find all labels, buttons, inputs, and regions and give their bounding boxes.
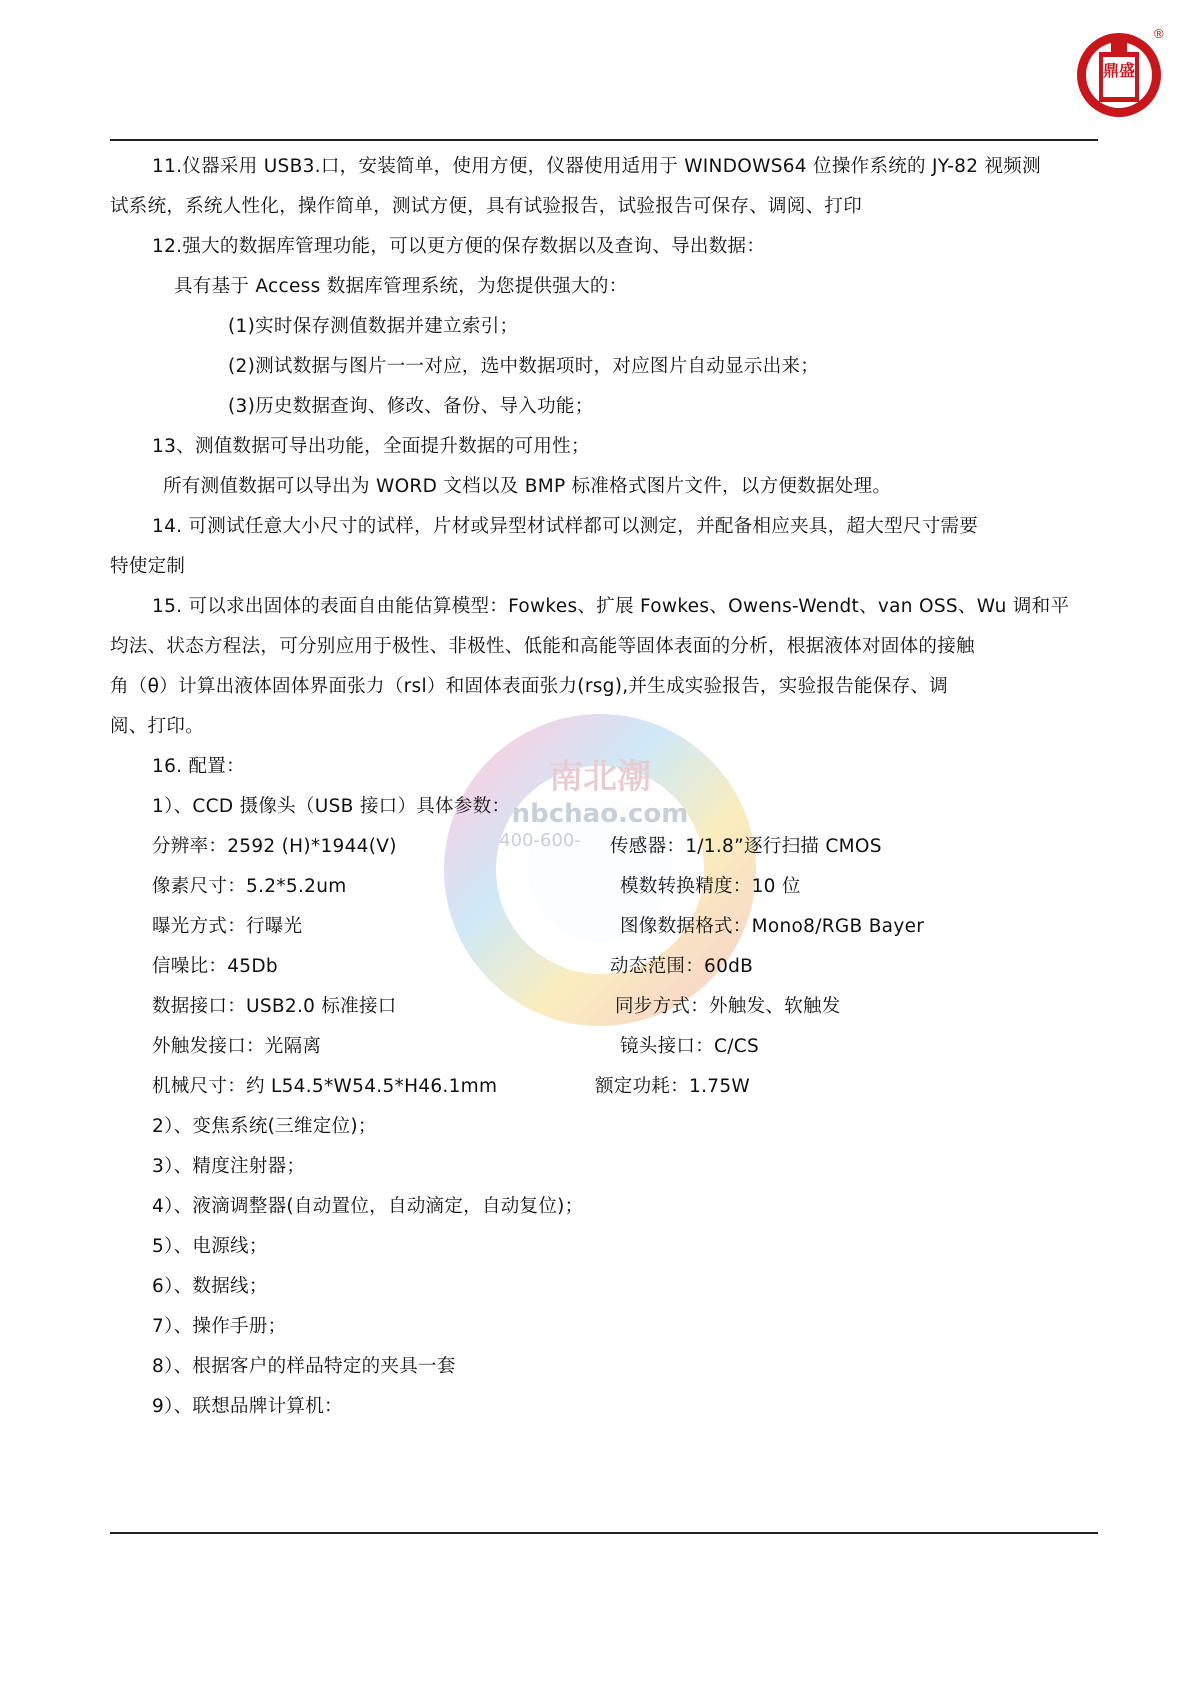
paragraph-15-line1: 15. 可以求出固体的表面自由能估算模型：Fowkes、扩展 Fowkes、Owens-Wendt、van OSS、Wu 调和平 [152,596,1070,617]
watermark-site: nbchao.com [511,799,689,829]
spec-dimensions: 机械尺寸：约 L54.5*W54.5*H46.1mm [152,1076,498,1097]
company-logo [1074,30,1164,120]
paragraph-12: 12.强大的数据库管理功能，可以更方便的保存数据以及查询、导出数据： [152,236,766,257]
spec-power: 额定功耗：1.75W [595,1076,750,1097]
paragraph-12-item2: (2)测试数据与图片一一对应，选中数据项时，对应图片自动显示出来； [228,356,820,377]
spec-trigger-interface: 外触发接口：光隔离 [152,1036,322,1057]
paragraph-15-line4: 阅、打印。 [110,716,205,737]
paragraph-15-line2: 均法、状态方程法，可分别应用于极性、非极性、低能和高能等固体表面的分析，根据液体对固体的接触 [110,636,975,657]
spec-data-interface: 数据接口：USB2.0 标准接口 [152,996,397,1017]
spec-snr: 信噪比：45Db [152,956,278,977]
logo-text-top: 鼎盛 [1102,61,1136,80]
config-item-3: 3）、精度注射器； [152,1156,306,1177]
paragraph-14-line1: 14. 可测试任意大小尺寸的试样，片材或异型材试样都可以测定，并配备相应夹具，超大型尺寸需要 [152,516,979,537]
config-item-4: 4）、液滴调整器(自动置位，自动滴定，自动复位)； [152,1196,584,1217]
watermark-name: 南北潮 [549,757,651,797]
paragraph-16: 16. 配置： [152,756,245,777]
config-item-1: 1）、CCD 摄像头（USB 接口）具体参数： [152,796,511,817]
paragraph-12-intro: 具有基于 Access 数据库管理系统，为您提供强大的： [174,276,628,297]
config-item-9: 9）、联想品牌计算机： [152,1396,343,1417]
spec-exposure: 曝光方式：行曝光 [152,916,303,937]
header-rule [110,139,1098,141]
config-item-2: 2）、变焦系统(三维定位)； [152,1116,377,1137]
spec-dynamic-range: 动态范围：60dB [610,956,754,977]
spec-sync: 同步方式：外触发、软触发 [615,996,841,1017]
watermark-phone: 400-600- [499,830,581,851]
config-item-8: 8）、根据客户的样品特定的夹具一套 [152,1356,456,1377]
paragraph-11-line2: 试系统，系统人性化，操作简单，测试方便，具有试验报告，试验报告可保存、调阅、打印 [110,196,863,217]
config-item-7: 7）、操作手册； [152,1316,287,1337]
config-item-5: 5）、电源线； [152,1236,268,1257]
paragraph-15-line3: 角（θ）计算出液体固体界面张力（rsl）和固体表面张力(rsg),并生成实验报告，实验报告能保存、调 [110,676,949,697]
config-item-6: 6）、数据线； [152,1276,268,1297]
spec-sensor: 传感器：1/1.8”逐行扫描 CMOS [610,836,882,857]
paragraph-13-detail: 所有测值数据可以导出为 WORD 文档以及 BMP 标准格式图片文件，以方便数据处理。 [163,476,892,497]
footer-rule [110,1532,1098,1534]
paragraph-12-item3: (3)历史数据查询、修改、备份、导入功能； [228,396,594,417]
paragraph-14-line2: 特使定制 [110,556,186,577]
paragraph-13: 13、测值数据可导出功能，全面提升数据的可用性； [152,436,590,457]
spec-image-format: 图像数据格式：Mono8/RGB Bayer [620,916,925,937]
spec-adc: 模数转换精度：10 位 [620,876,801,897]
spec-pixel-size: 像素尺寸：5.2*5.2um [152,876,347,897]
spec-resolution: 分辨率：2592 (H)*1944(V) [152,836,397,857]
spec-lens-mount: 镜头接口：C/CS [620,1036,760,1057]
registered-mark: ® [1154,26,1164,41]
paragraph-11-line1: 11.仪器采用 USB3.口，安装简单，使用方便，仪器使用适用于 WINDOWS64 位操作系统的 JY-82 视频测 [152,156,1041,177]
paragraph-12-item1: (1)实时保存测值数据并建立索引； [228,316,519,337]
